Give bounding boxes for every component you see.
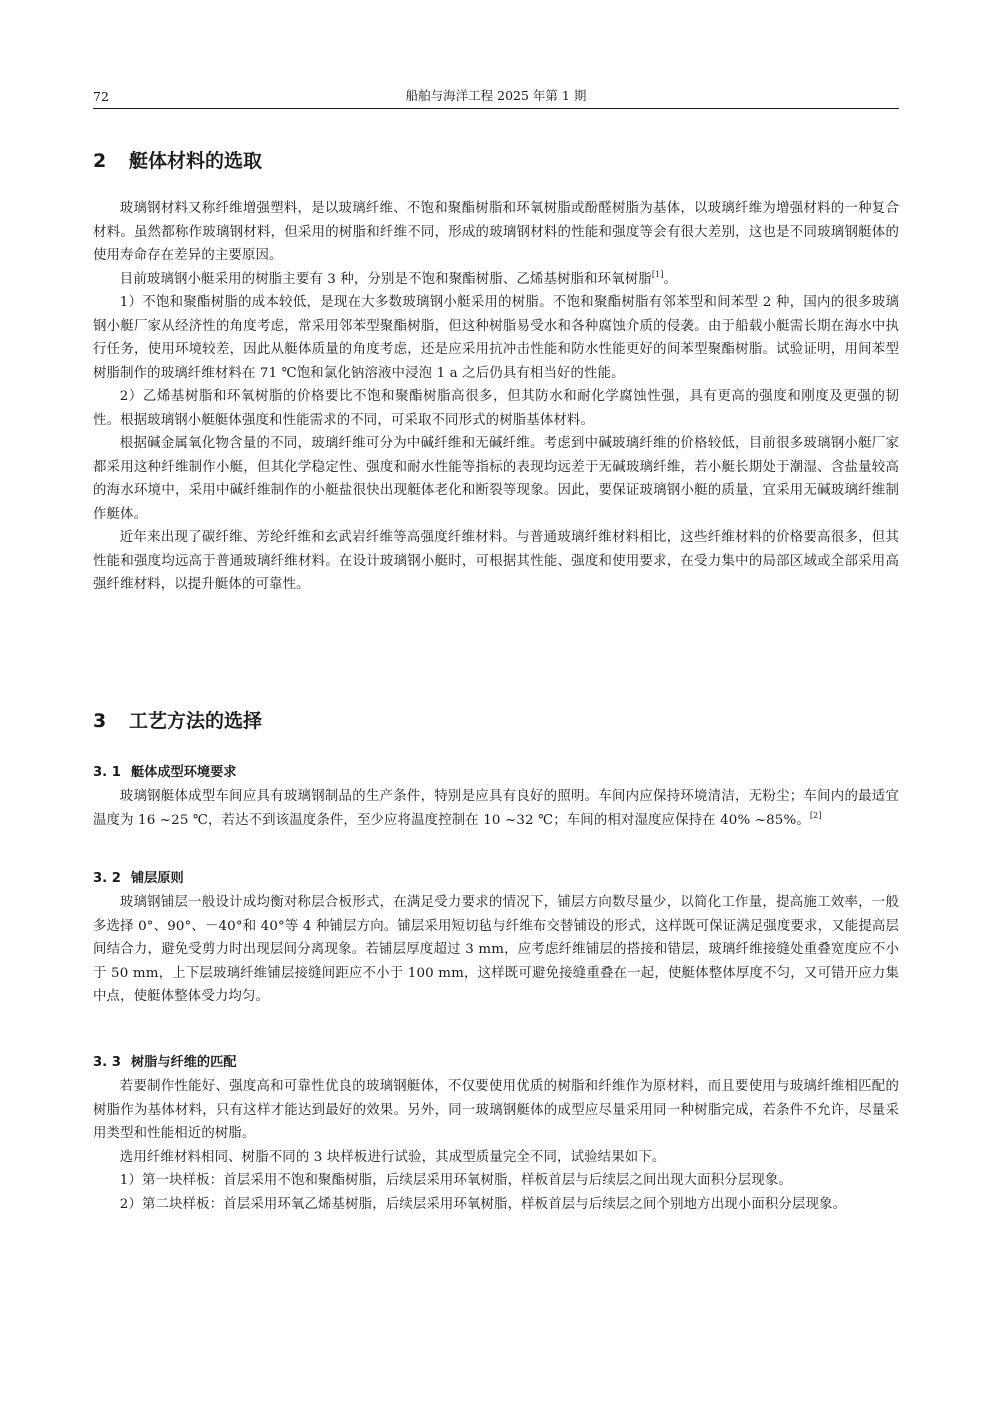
paragraph: 2）乙烯基树脂和环氧树脂的价格要比不饱和聚酯树脂高很多，但其防水和耐化学腐蚀性强，具有更高的强度和刚度及更强的韧性。根据玻璃钢小艇艇体强度和性能需求的不同，可采取不同形式的树脂基体材料。: [93, 389, 899, 428]
paragraph: 玻璃钢铺层一般设计成均衡对称层合板形式，在满足受力要求的情况下，铺层方向数尽量少，以简化工作量，提高施工效率，一般多选择 0°、90°、－40°和 40°等 4 种铺层方向。铺层采用短切毡与纤维布交替铺设的形式，这样既可保证满足强度要求，又能提高层间结合力，避免受剪力时出现层间分离现象。若铺层厚度超过 3 mm，应考虑纤维铺层的搭接和错层，玻璃纤维接缝处重叠宽度应不小于 50 mm，上下层玻璃纤维铺层接缝间距应不小于 100 mm，这样既可避免接缝重叠在一起，使艇体整体厚度不匀，又可错开应力集中点，使艇体整体受力均匀。: [93, 895, 899, 1004]
paragraph: 近年来出现了碳纤维、芳纶纤维和玄武岩纤维等高强度纤维材料。与普通玻璃纤维材料相比，这些纤维材料的价格要高很多，但其性能和强度均远高于普通玻璃纤维材料。在设计玻璃钢小艇时，可根据其性能、强度和使用要求，在受力集中的局部区域或全部采用高强纤维材料，以提升艇体的可靠性。: [93, 530, 899, 592]
section-2-heading: [93, 146, 262, 173]
citation: [2]: [809, 810, 822, 820]
subsection-3-1-heading: 3. 1 艇体成型环境要求: [93, 765, 237, 780]
section-2-body: [93, 197, 899, 597]
section-3-heading: [93, 706, 262, 733]
paragraph: 1）不饱和聚酯树脂的成本较低，是现在大多数玻璃钢小艇采用的树脂。不饱和聚酯树脂有邻苯型和间苯型 2 种，国内的很多玻璃钢小艇厂家从经济性的角度考虑，常采用邻苯型聚酯树脂，但这种树脂易受水和各种腐蚀介质的侵袭。由于船载小艇需长期在海水中执行任务，使用环境较差，因此从艇体质量的角度考虑，还是应采用抗冲击性能和防水性能更好的间苯型聚酯树脂。试验证明，用间苯型树脂制作的玻璃纤维材料在 71 ℃饱和氯化钠溶液中浸泡 1 a 之后仍具有相当好的性能。: [93, 295, 899, 381]
paragraph: 1）第一块样板：首层采用不饱和聚酯树脂，后续层采用环氧树脂，样板首层与后续层之间出现大面积分层现象。: [119, 1173, 792, 1188]
section-number: 2: [93, 150, 107, 172]
paragraph: 根据碱金属氧化物含量的不同，玻璃纤维可分为中碱纤维和无碱纤维。考虑到中碱玻璃纤维的价格较低，目前很多玻璃钢小艇厂家都采用这种纤维制作小艇，但其化学稳定性、强度和耐水性能等指标的表现均远差于无碱玻璃纤维，若小艇长期处于潮湿、含盐量较高的海水环境中，采用中碱纤维制作的小艇盐很快出现艇体老化和断裂等现象。因此，要保证玻璃钢小艇的质量，宜采用无碱玻璃纤维制作艇体。: [93, 436, 899, 522]
running-header: [93, 78, 899, 109]
subsection-3-3-body: [93, 1075, 899, 1216]
subsection-3-2-body: [93, 891, 899, 1009]
paragraph: 2）第二块样板：首层采用环氧乙烯基树脂，后续层采用环氧树脂，样板首层与后续层之间个别地方出现小面积分层现象。: [119, 1196, 847, 1212]
paragraph: 玻璃钢材料又称纤维增强塑料，是以玻璃纤维、不饱和聚酯树脂和环氧树脂或酚醛树脂为基体，以玻璃纤维为增强材料的一种复合材料。虽然都称作玻璃钢材料，但采用的树脂和纤维不同，形成的玻璃钢材料的性能和强度等会有很大差别，这也是不同玻璃钢艇体的使用寿命存在差异的主要原因。: [93, 201, 899, 263]
citation: [1]: [651, 269, 664, 279]
paragraph-with-citation: 目前玻璃钢小艇采用的树脂主要有 3 种，分别是不饱和聚酯树脂、乙烯基树脂和环氧树脂[1]。: [119, 269, 678, 287]
paragraph: 若要制作性能好、强度高和可靠性优良的玻璃钢艇体，不仅要使用优质的树脂和纤维作为原材料，而且要使用与玻璃纤维相匹配的树脂作为基体材料，只有这样才能达到最好的效果。另外，同一玻璃钢艇体的成型应尽量采用同一种树脂完成，若条件不允许，尽量采用类型和性能相近的树脂。: [93, 1079, 899, 1141]
section-number: 3: [93, 710, 107, 732]
page-number: 72: [93, 89, 109, 104]
journal-title: 船舶与海洋工程 2025 年第 1 期: [405, 88, 587, 103]
paragraph-with-citation: 玻璃钢艇体成型车间应具有玻璃钢制品的生产条件，特别是应具有良好的照明。车间内应保持环境清洁，无粉尘；车间内的最适宜温度为 16 ~25 ℃，若达不到该温度条件，至少应将温度控制在 10 ~32 ℃；车间的相对湿度应保持在 40% ~85%。[2]: [93, 789, 899, 828]
page: [93, 78, 899, 109]
subsection-3-2-heading: 3. 2 铺层原则: [93, 871, 184, 886]
section-title: 艇体材料的选取: [129, 150, 263, 172]
section-title: 工艺方法的选择: [129, 710, 263, 732]
paragraph: 选用纤维材料相同、树脂不同的 3 块样板进行试验，其成型质量完全不同，试验结果如下。: [119, 1149, 666, 1165]
subsection-3-3-heading: 3. 3 树脂与纤维的匹配: [93, 1055, 237, 1070]
subsection-3-1-body: [93, 785, 899, 832]
